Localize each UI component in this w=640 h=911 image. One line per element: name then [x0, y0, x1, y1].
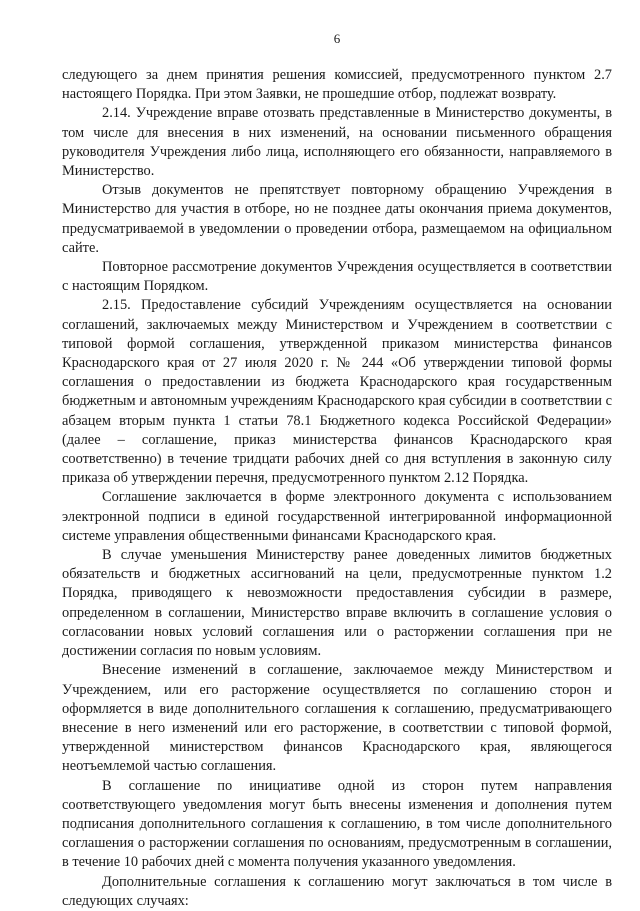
paragraph-withdrawal: Отзыв документов не препятствует повторному обращению Учреждения в Министерство для участия в отборе, но не позднее даты окончания приема документов, предусматриваемой в уведомлении о проведении отбора, размещаемом на официальном сайте. — [62, 182, 612, 256]
document-page — [62, 30, 612, 911]
paragraph-limits-reduction: В случае уменьшения Министерству ранее доведенных лимитов бюджетных обязательств и бюджетных ассигнований на цели, предусмотренные пунктом 1.2 Порядка, приводящего к невозможности предоставления субсидии в размере, определенном в соглашении, Министерство вправе включить в соглашение условия о согласовании новых условий соглашения или о расторжении соглашения при не достижении согласия по новым условиям. — [62, 547, 612, 660]
paragraph-additional-agreements: Дополнительные соглашения к соглашению могут заключаться в том числе в следующих случаях: — [62, 873, 612, 909]
paragraph-repeat-review: Повторное рассмотрение документов Учреждения осуществляется в соответствии с настоящим Порядком. — [62, 259, 612, 295]
paragraph-amendments: Внесение изменений в соглашение, заключаемое между Министерством и Учреждением, или его расторжение осуществляется по соглашению сторон и оформляется в виде дополнительного соглашения к соглашению, предусматривающего внесение в него изменений или его расторжение, в соответствии с типовой формой, утвержденной министерством финансов Краснодарского края, являющегося неотъемлемой частью соглашения. — [62, 662, 612, 775]
paragraph-2-15: 2.15. Предоставление субсидий Учреждениям осуществляется на основании соглашений, заключаемых между Министерством и Учреждением в соответствии с типовой формой соглашения, утвержденной приказом министерства финансов Краснодарского края от 27 июля 2020 г. № 244 «Об утверждении типовой формы соглашения о предоставлении из бюджета Краснодарского края государственным бюджетным и автономным учреждениям Краснодарского края субсидии в соответствии с абзацем вторым пункта 1 статьи 78.1 Бюджетного кодекса Российской Федерации» (далее – соглашение, приказ министерства финансов Краснодарского края соответственно) в течение тридцати рабочих дней со дня вступления в законную силу приказа об утверждении перечня, предусмотренного пунктом 2.12 Порядка. — [62, 297, 612, 487]
paragraph-1: следующего за днем принятия решения комиссией, предусмотренного пунктом 2.7 настоящего Порядка. При этом Заявки, не прошедшие отбор, подлежат возврату. — [62, 67, 612, 103]
page-number: 6 — [333, 31, 341, 46]
paragraph-2-14: 2.14. Учреждение вправе отозвать представленные в Министерство документы, в том числе для внесения в них изменений, на основании письменного обращения руководителя Учреждения либо лица, исполняющего его обязанности, направляемого в Министерство. — [62, 105, 612, 180]
paragraph-initiative: В соглашение по инициативе одной из сторон путем направления соответствующего уведомления могут быть внесены изменения и дополнения путем подписания дополнительного соглашения к соглашению, в том числе дополнительного соглашения о расторжении соглашения по основаниям, предусмотренным в соглашении, в течение 10 рабочих дней с момента получения указанного уведомления. — [62, 777, 612, 871]
paragraph-electronic-agreement: Соглашение заключается в форме электронного документа с использованием электронной подписи в единой государственной интегрированной информационной системе управления общественными финансами Краснодарского края. — [62, 489, 612, 544]
